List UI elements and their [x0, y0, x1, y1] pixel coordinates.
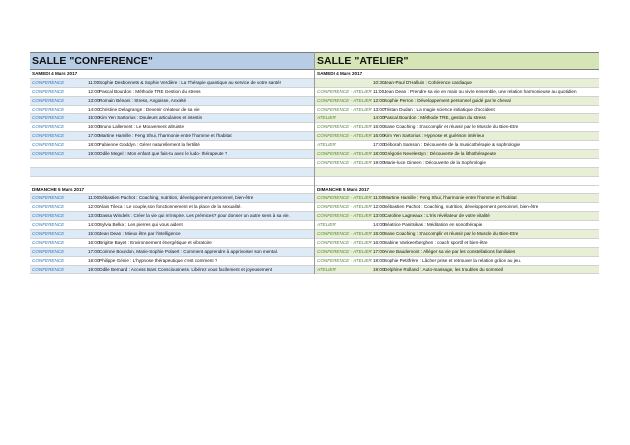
- room-label: CONFERENCE - ATELIER: [317, 231, 372, 237]
- session-description: Kim Yen Sartorius : Hypnose et guérison intérieur: [384, 133, 485, 139]
- session-row: [30, 266, 314, 275]
- room-label: CONFERENCE - ATELIER: [317, 204, 372, 210]
- session-time: 19:00: [88, 266, 100, 272]
- session-row: [315, 141, 599, 150]
- session-time: 14:00: [88, 222, 100, 228]
- conference-column: [30, 52, 314, 274]
- room-label: CONFERENCE - ATELIER: [317, 106, 372, 112]
- session-description: Pascal Bourdon : Méthode TRE, gestion du stress: [384, 115, 486, 121]
- day-heading: SAMEDI 4 Mars 2017: [30, 70, 314, 79]
- session-description: Odile Megel : Mon enfant que fais-tu avec le ludo- thérapeute ?: [99, 151, 228, 157]
- empty-row: [315, 168, 599, 177]
- day-heading: DIMANCHE 5 Mars 2017: [315, 186, 599, 195]
- room-label: CONFERENCE - ATELIER: [317, 124, 372, 130]
- session-description: Philippe Génie : L'hypnose thérapeutique c'est comment ?: [99, 257, 218, 263]
- session-row: [30, 123, 314, 132]
- session-time: 15:00: [373, 124, 385, 130]
- session-row: [30, 248, 314, 257]
- room-label: CONFERENCE: [32, 151, 65, 157]
- room-label: CONFERENCE: [32, 257, 65, 263]
- empty-row: [30, 168, 314, 177]
- room-label: CONFERENCE: [32, 97, 65, 103]
- session-time: 12:00: [88, 88, 100, 94]
- session-row: [30, 203, 314, 212]
- session-description: Martine Hamille : Feng Shui, l'harmonie entre l'homme et l'habitat: [99, 133, 232, 139]
- session-row: [315, 132, 599, 141]
- session-description: Alain Tileca : Le couple,son fonctionnement et la place de la sexualité.: [99, 204, 242, 210]
- session-description: Christine Delagrange : Devenir créateur de sa vie: [99, 106, 200, 112]
- session-row: [315, 114, 599, 123]
- session-time: 16:00: [373, 133, 385, 139]
- room-label: CONFERENCE - ATELIER: [317, 248, 372, 254]
- room-label: CONFERENCE: [32, 124, 65, 130]
- session-row: [30, 230, 314, 239]
- session-time: 12:00: [88, 204, 100, 210]
- session-row: [315, 123, 599, 132]
- session-description: Sylvia Belka : Les pierres qui vous aident: [99, 222, 183, 228]
- room-label: CONFERENCE - ATELIER: [317, 257, 372, 263]
- session-row: [315, 257, 599, 266]
- session-row: [30, 132, 314, 141]
- session-description: Sabine Vankeerberghen : coach sportif et bien-être: [384, 239, 488, 245]
- session-description: Anne Baudemont : Alléger sa vie par les constellations familiales: [384, 248, 516, 254]
- session-description: Pascal Bourdon : Méthode TRE Gestion du stress: [99, 88, 201, 94]
- session-row: [315, 159, 599, 168]
- session-row: [315, 150, 599, 159]
- room-label: [315, 79, 373, 87]
- room-label: CONFERENCE: [32, 204, 65, 210]
- session-description: Sophie Desbonnets & Sophie Verdière : La Thérapie quantique au service de votre santé!: [99, 79, 281, 85]
- session-time: 19:00: [373, 159, 385, 165]
- room-label: CONFERENCE - ATELIER: [317, 239, 372, 245]
- session-row: [315, 230, 599, 239]
- session-time: 15:00: [88, 231, 100, 237]
- session-row: [315, 194, 599, 203]
- room-label: CONFERENCE - ATELIER: [317, 159, 372, 165]
- session-description: Caroline Lagneaux : L'Iris révélateur de votre vitalité: [384, 213, 490, 219]
- session-time: 17:00: [373, 142, 385, 148]
- session-description: Jean Dean : Prendre sa vie en main ou vivre ensemble, une relation harmonieuse au quotidien: [384, 88, 577, 94]
- session-time: 16:00: [88, 239, 100, 245]
- session-time: 18:00: [88, 142, 100, 148]
- session-description: Odile Bernard : Access Bars Consciousness. Libérez vous facilement et joyeusement: [99, 266, 273, 272]
- session-row: [315, 203, 599, 212]
- session-row: [30, 114, 314, 123]
- session-time: 17:00: [373, 248, 385, 254]
- session-row: [30, 141, 314, 150]
- session-row: [30, 88, 314, 97]
- session-time: 11:00: [88, 79, 100, 85]
- session-row: [315, 97, 599, 106]
- day-heading: SAMEDI 4 Mars 2017: [315, 70, 599, 79]
- session-row: [30, 106, 314, 115]
- session-time: 17:00: [88, 248, 100, 254]
- room-label: ATELIER: [317, 115, 336, 121]
- session-time: 17:00: [88, 133, 100, 139]
- session-time: 11:00: [373, 88, 385, 94]
- session-description: Sane Coaching : S'accomplir et réussir par le Muscle du Bien-Etre: [384, 231, 519, 237]
- session-time: 18:00: [373, 151, 385, 157]
- session-row: [315, 266, 599, 275]
- session-description: Bruno Lallement : Le Mouvement altruiste: [99, 124, 185, 130]
- session-time: 18:00: [88, 257, 100, 263]
- session-description: Sébastien Pachot : Coaching, nutrition, développement personnel, bien-être: [99, 195, 254, 201]
- session-time: 11:00: [373, 195, 385, 201]
- session-description: Jean Dean : Mieux être par l'intelligence: [99, 231, 181, 237]
- session-time: 14:00: [88, 106, 100, 112]
- session-time: 16:00: [373, 239, 385, 245]
- session-description: Grégorie Nevelestyn : Découverte de la lithothérapeute: [384, 151, 497, 157]
- session-time: 14:00: [373, 115, 385, 121]
- session-description: Fabienne Goddyn : Gérer naturellement la fertilité: [99, 142, 200, 148]
- room-label: CONFERENCE: [32, 248, 65, 254]
- room-label: CONFERENCE: [32, 231, 65, 237]
- session-description: Sophie Perron : Développement personnel guidé par le cheval: [384, 97, 511, 103]
- room-label: CONFERENCE: [32, 239, 65, 245]
- session-row: [30, 212, 314, 221]
- empty-row: [315, 177, 599, 186]
- session-row: [315, 221, 599, 230]
- session-time: 13:00: [88, 213, 100, 219]
- session-time: 13:00: [373, 106, 385, 112]
- session-description: Brigitte Bayet : Environnement énergétique et vibratoire: [99, 239, 212, 245]
- session-time: 13:00: [373, 213, 385, 219]
- session-time: 16:00: [88, 124, 100, 130]
- room-label: CONFERENCE - ATELIER: [317, 97, 372, 103]
- session-time: 12:00: [373, 97, 385, 103]
- room-label: CONFERENCE: [32, 133, 65, 139]
- room-label: CONFERENCE: [32, 195, 65, 201]
- schedule-sheet: [30, 52, 599, 274]
- room-label: CONFERENCE: [32, 142, 65, 148]
- session-description: Tristan Dudan : La magie science initiatique d'occident: [384, 106, 495, 112]
- session-time: 12:00: [373, 204, 385, 210]
- conference-room-header: SALLE "CONFERENCE": [30, 52, 314, 70]
- session-row: [30, 257, 314, 266]
- session-time: 10:30: [373, 79, 385, 85]
- session-row: [315, 248, 599, 257]
- room-label: ATELIER: [317, 142, 336, 148]
- session-row: [30, 97, 314, 106]
- room-label: CONFERENCE: [32, 79, 65, 85]
- session-row: [30, 239, 314, 248]
- session-description: Martine Hamille : Feng Shui, l'harmonie entre l'homme et l'habitat: [384, 195, 517, 201]
- session-description: Sophie Petitfrère : Lâcher prise et retrouver la relation grâce au jeu.: [384, 257, 522, 263]
- session-row: [315, 106, 599, 115]
- session-description: Corinne Bourdon, Marie-Sophie Polaert : Comment apprendre à apprivoiser son mental.: [99, 248, 278, 254]
- room-label: CONFERENCE - ATELIER: [317, 151, 372, 157]
- atelier-column: [314, 52, 599, 274]
- room-label: CONFERENCE: [32, 213, 65, 219]
- empty-row: [30, 177, 314, 186]
- session-row: [315, 79, 599, 88]
- session-description: Marie-luce Gineen : Découverte de la Sophrologie: [384, 159, 486, 165]
- session-time: 19:00: [373, 266, 385, 272]
- room-label: CONFERENCE - ATELIER: [317, 88, 372, 94]
- session-description: Sane Coaching : S'accomplir et réussir par le Muscle du Bien-Etre: [384, 124, 519, 130]
- session-description: Dassa Windels : Créer la vie qui m'inspire. Les prémices? pour donner un autre sens à sa vie.: [99, 213, 290, 219]
- room-label: ATELIER: [317, 266, 336, 272]
- empty-row: [30, 159, 314, 168]
- room-label: CONFERENCE - ATELIER: [317, 213, 372, 219]
- session-description: Déborah Samson : Découverte de la musicothérapie & sophrologie: [384, 142, 521, 148]
- room-label: CONFERENCE - ATELIER: [317, 195, 372, 201]
- session-time: 19:00: [88, 151, 100, 157]
- session-description: Béatrice Panitsikas : Méditation en sonothérapie: [384, 222, 483, 228]
- session-description: Jean-Paul D'Halluin : Cohérence cardiaque: [384, 79, 472, 85]
- session-description: Romain Bénani : Stress, Angoisse, Anxiété: [99, 97, 187, 103]
- session-row: [315, 239, 599, 248]
- session-time: 15:00: [373, 231, 385, 237]
- session-time: 11:00: [88, 195, 100, 201]
- room-label: CONFERENCE: [32, 222, 65, 228]
- session-time: 18:00: [373, 257, 385, 263]
- room-label: CONFERENCE: [32, 115, 65, 121]
- atelier-room-header: SALLE "ATELIER": [315, 52, 599, 70]
- session-description: Delphine Rolland : Auto-massage, les troubles du sommeil: [384, 266, 503, 272]
- session-description: Kim Yen Sartorius : Douleurs articulaires et intestin: [99, 115, 203, 121]
- room-label: CONFERENCE: [32, 88, 65, 94]
- room-label: CONFERENCE - ATELIER: [317, 133, 372, 139]
- room-label: CONFERENCE: [32, 266, 65, 272]
- session-row: [30, 221, 314, 230]
- session-row: [315, 88, 599, 97]
- session-time: 13:00: [88, 97, 100, 103]
- session-row: [315, 212, 599, 221]
- room-label: ATELIER: [317, 222, 336, 228]
- session-row: [30, 79, 314, 88]
- room-label: CONFERENCE: [32, 106, 65, 112]
- session-row: [30, 150, 314, 159]
- day-heading: DIMANCHE 5 Mars 2017: [30, 186, 314, 195]
- session-description: Sébastien Pachot : Coaching, nutrition, développement personnel, bien-être: [384, 204, 539, 210]
- session-time: 14:00: [373, 222, 385, 228]
- session-time: 15:00: [88, 115, 100, 121]
- session-row: [30, 194, 314, 203]
